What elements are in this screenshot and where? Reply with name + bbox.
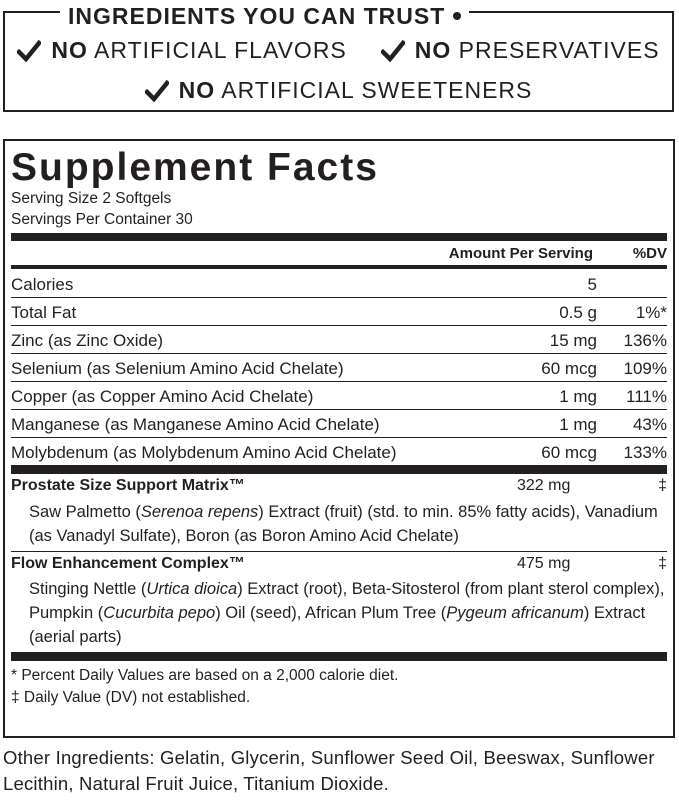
checkmark-icon: [145, 80, 169, 102]
ingredient-text: ) Oil (seed), African Plum Tree (: [215, 604, 447, 622]
claim-text: ARTIFICIAL FLAVORS: [94, 37, 347, 63]
blend-name: Flow Enhancement Complex™: [11, 555, 245, 572]
nutrient-row: [11, 381, 667, 409]
claim-text: PRESERVATIVES: [458, 37, 660, 63]
ingredient-text: Saw Palmetto (: [29, 503, 141, 521]
nutrient-row: [11, 325, 667, 353]
nutrient-amount: 15 mg: [549, 331, 597, 350]
claims-row-2: [5, 77, 672, 104]
ingredient-text: Stinging Nettle (: [29, 580, 147, 598]
dv-header: %DV: [632, 244, 667, 262]
nutrient-row: [11, 269, 667, 297]
facts-title: Supplement Facts: [11, 146, 379, 189]
blend-header: [11, 474, 667, 499]
nutrient-name: Calories: [11, 275, 74, 294]
footnotes: [11, 665, 667, 709]
blend-ingredients: [11, 576, 667, 652]
ingredients-trust-box: [3, 3, 674, 112]
latin-name: Pygeum africanum: [446, 604, 584, 622]
blend-amount: 475 mg: [517, 555, 571, 572]
nutrient-row: [11, 409, 667, 437]
ingredient-text: ) Extract (aerial parts): [29, 604, 646, 646]
latin-name: Serenoa repens: [140, 503, 259, 521]
nutrient-amount: 60 mcg: [541, 443, 597, 462]
nutrient-dv: 109%: [623, 359, 667, 378]
claim-bold: NO: [178, 77, 216, 103]
nutrient-name: Manganese (as Manganese Amino Acid Chelate): [11, 415, 380, 434]
nutrient-name: Selenium (as Selenium Amino Acid Chelate): [11, 359, 344, 378]
latin-name: Cucurbita pepo: [103, 604, 216, 622]
divider-heavy: [11, 465, 667, 474]
checkmark-icon: [17, 40, 41, 62]
serving-size: Serving Size 2 Softgels: [11, 190, 172, 207]
nutrient-amount: 60 mcg: [541, 359, 597, 378]
nutrient-name: Total Fat: [11, 303, 77, 322]
footnote-dv-not-established: ‡ Daily Value (DV) not established.: [11, 689, 251, 706]
nutrient-amount: 1 mg: [559, 387, 597, 406]
nutrient-dv: 133%: [623, 443, 667, 462]
claim-no-preservatives: [381, 37, 660, 64]
ingredient-text: ) Extract (root), Beta-Sitosterol (from plant sterol complex), Pumpkin (: [29, 580, 665, 622]
divider-heavy: [11, 652, 667, 661]
amount-header: Amount Per Serving: [448, 244, 593, 262]
nutrient-dv: 1%*: [635, 303, 667, 322]
footnote-percent-dv: * Percent Daily Values are based on a 2,000 calorie diet.: [11, 667, 399, 684]
trust-heading: [60, 5, 469, 27]
nutrient-row: [11, 297, 667, 325]
claim-bold: NO: [51, 37, 88, 63]
latin-name: Urtica dioica: [146, 580, 238, 598]
nutrient-amount: 5: [587, 275, 597, 294]
bullet-dot-icon: [453, 12, 461, 20]
claim-no-artificial-sweeteners: [145, 77, 533, 104]
blend-dv: ‡: [658, 477, 667, 494]
claim-no-artificial-flavors: [17, 37, 346, 64]
divider-thick: [11, 233, 667, 241]
nutrient-amount: 1 mg: [559, 415, 597, 434]
blend-name: Prostate Size Support Matrix™: [11, 477, 245, 494]
nutrient-name: Molybdenum (as Molybdenum Amino Acid Chelate): [11, 443, 397, 462]
blend-amount: 322 mg: [517, 477, 571, 494]
nutrient-name: Copper (as Copper Amino Acid Chelate): [11, 387, 314, 406]
nutrient-name: Zinc (as Zinc Oxide): [11, 331, 164, 350]
checkmark-icon: [381, 40, 405, 62]
supplement-facts-panel: [3, 139, 675, 738]
nutrient-dv: 43%: [632, 415, 667, 434]
nutrient-list: [11, 269, 667, 465]
claim-bold: NO: [414, 37, 452, 63]
column-header: [11, 241, 667, 265]
servings-per-container: Servings Per Container 30: [11, 211, 193, 228]
nutrient-dv: 136%: [623, 331, 667, 350]
ingredient-text: ) Extract (fruit) (std. to min. 85% fatty acids), Vanadium (as Vanadyl Sulfate), Boron (as Boron Amino Acid Chelate): [29, 503, 658, 545]
nutrient-dv: 111%: [626, 387, 667, 406]
claim-text: ARTIFICIAL SWEETENERS: [221, 77, 533, 103]
nutrient-row: [11, 353, 667, 381]
blend-dv: ‡: [658, 555, 667, 572]
nutrient-row: [11, 437, 667, 465]
blend-ingredients: [11, 499, 667, 551]
blend-header: [11, 551, 667, 576]
trust-title-text: INGREDIENTS YOU CAN TRUST: [68, 3, 446, 29]
nutrient-amount: 0.5 g: [559, 303, 597, 322]
other-ingredients: Other Ingredients: Gelatin, Glycerin, Sunflower Seed Oil, Beeswax, Sunflower Lecithin, Natural Fruit Juice, Titanium Dioxide.: [3, 747, 655, 794]
claims-row-1: [5, 37, 672, 64]
